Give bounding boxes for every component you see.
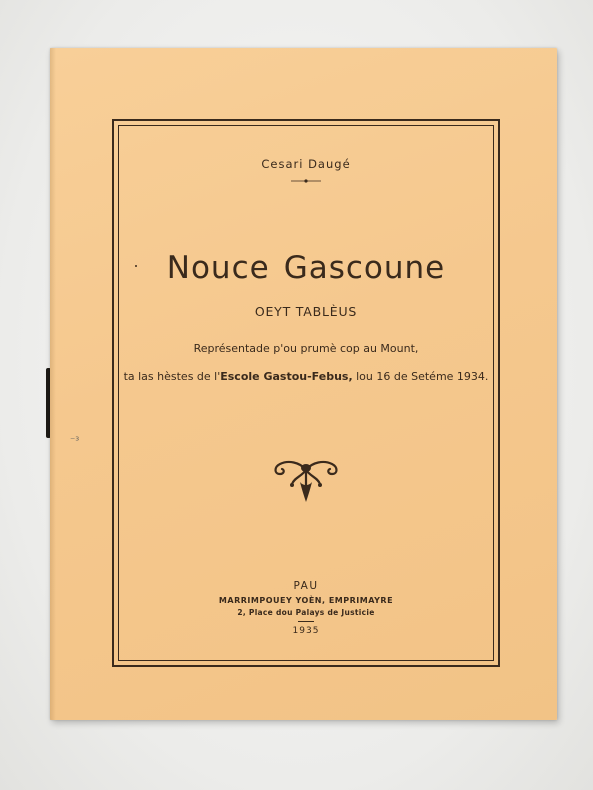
school-name: Escole Gastou-Febus, — [220, 370, 353, 383]
performance-line-2-suffix: lou 16 de Setéme 1934. — [352, 370, 489, 383]
author-last: Daugé — [308, 157, 351, 171]
pencil-mark: ⁻³ — [70, 436, 80, 447]
publisher-city: PAU — [293, 580, 319, 592]
title-word-1: Nouce — [166, 250, 270, 286]
book-subtitle: OEYT TABLÈUS — [254, 304, 358, 319]
floral-ornament-icon — [270, 456, 342, 504]
title-word-2: Gascoune — [283, 250, 446, 286]
author-first: Cesari — [261, 157, 304, 171]
printer-name: MARRIMPOUEY YOÈN, EMPRIMAYRE — [218, 596, 394, 605]
author-name — [118, 157, 494, 171]
imprint-rule — [298, 621, 314, 622]
author-rule-ornament — [291, 178, 321, 184]
performance-line-2-prefix: ta las hèstes de l' — [123, 370, 221, 383]
book-title — [118, 250, 494, 286]
spine-shadow — [50, 48, 56, 720]
publication-year: 1935 — [292, 626, 320, 636]
performance-line-1: Représentade p'ou prumè cop au Mount, — [193, 342, 419, 355]
performance-line-2 — [118, 370, 494, 383]
printer-address: 2, Place dou Palays de Justicie — [237, 608, 375, 617]
